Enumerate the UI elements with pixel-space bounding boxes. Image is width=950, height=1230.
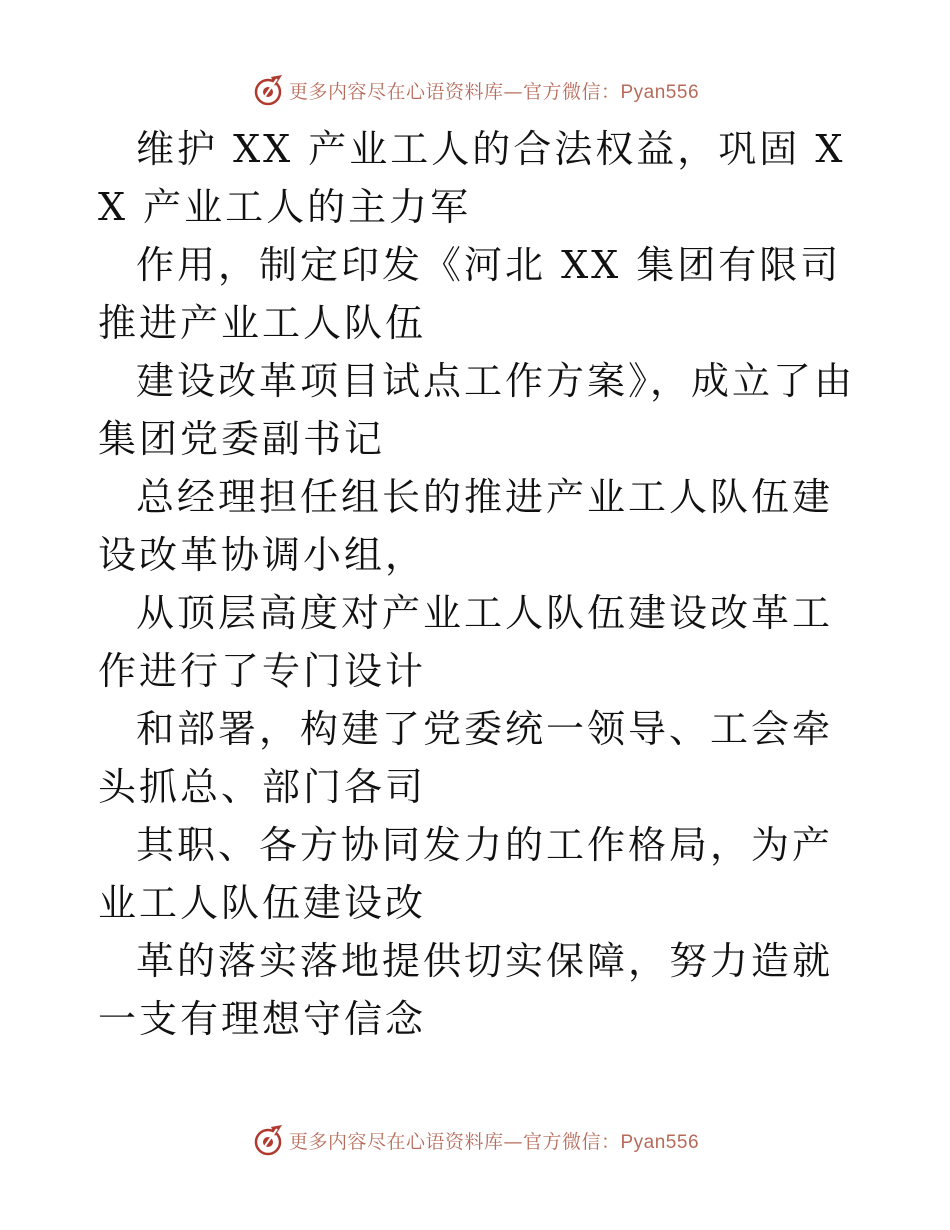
- paragraph-line: 调小组，: [262, 533, 427, 577]
- footer-wechat-id: Pyan556: [620, 1131, 700, 1153]
- quill-pen-circle-icon: [251, 73, 285, 107]
- paragraph-line: 和部署，构建了党委统一领导、工会牵头抓总、: [98, 707, 834, 809]
- header-banner: [0, 70, 950, 110]
- paragraph: [98, 352, 858, 468]
- header-wechat-id: Pyan556: [620, 81, 700, 103]
- paragraph-line: 工人队伍: [262, 301, 427, 345]
- paragraph: [98, 584, 858, 700]
- header-banner-text: 更多内容尽在心语资料库—官方微信：Pyan556: [288, 80, 700, 103]
- paragraph-line: 想守信念: [262, 997, 427, 1041]
- paragraph-line: 革的落实落地提供切实保障，努力造就一支有理: [98, 939, 834, 1041]
- paragraph-line: 建设改革项目试点工作方案》，成立了由集团党: [98, 359, 856, 461]
- paragraph: [98, 468, 858, 584]
- quill-pen-circle-icon: [251, 1123, 285, 1157]
- paragraph-line: 委副书记: [221, 417, 386, 461]
- paragraph-line: 伍建设改: [262, 881, 427, 925]
- paragraph-line: 从顶层高度对产业工人队伍建设改革工作进行了: [98, 591, 834, 693]
- paragraph-line: 其职、各方协同发力的工作格局，为产业工人队: [98, 823, 834, 925]
- paragraph: [98, 700, 858, 816]
- paragraph-line: 人的主力军: [266, 185, 472, 229]
- paragraph: [98, 816, 858, 932]
- paragraph-line: 维护 XX 产业工人的合法权益，巩固 XX 产业工: [98, 127, 846, 229]
- paragraph: [98, 932, 858, 1048]
- paragraph: [98, 236, 858, 352]
- footer-banner: [0, 1120, 950, 1160]
- paragraph-line: 专门设计: [262, 649, 427, 693]
- paragraph-line: 部门各司: [262, 765, 427, 809]
- paragraph: [98, 120, 858, 236]
- footer-banner-text: 更多内容尽在心语资料库—官方微信：Pyan556: [288, 1130, 700, 1153]
- paragraph-line: 总经理担任组长的推进产业工人队伍建设改革协: [98, 475, 834, 577]
- paragraph-line: 作用，制定印发《河北 XX 集团有限司推进产业: [98, 243, 842, 345]
- document-body: [98, 120, 858, 1048]
